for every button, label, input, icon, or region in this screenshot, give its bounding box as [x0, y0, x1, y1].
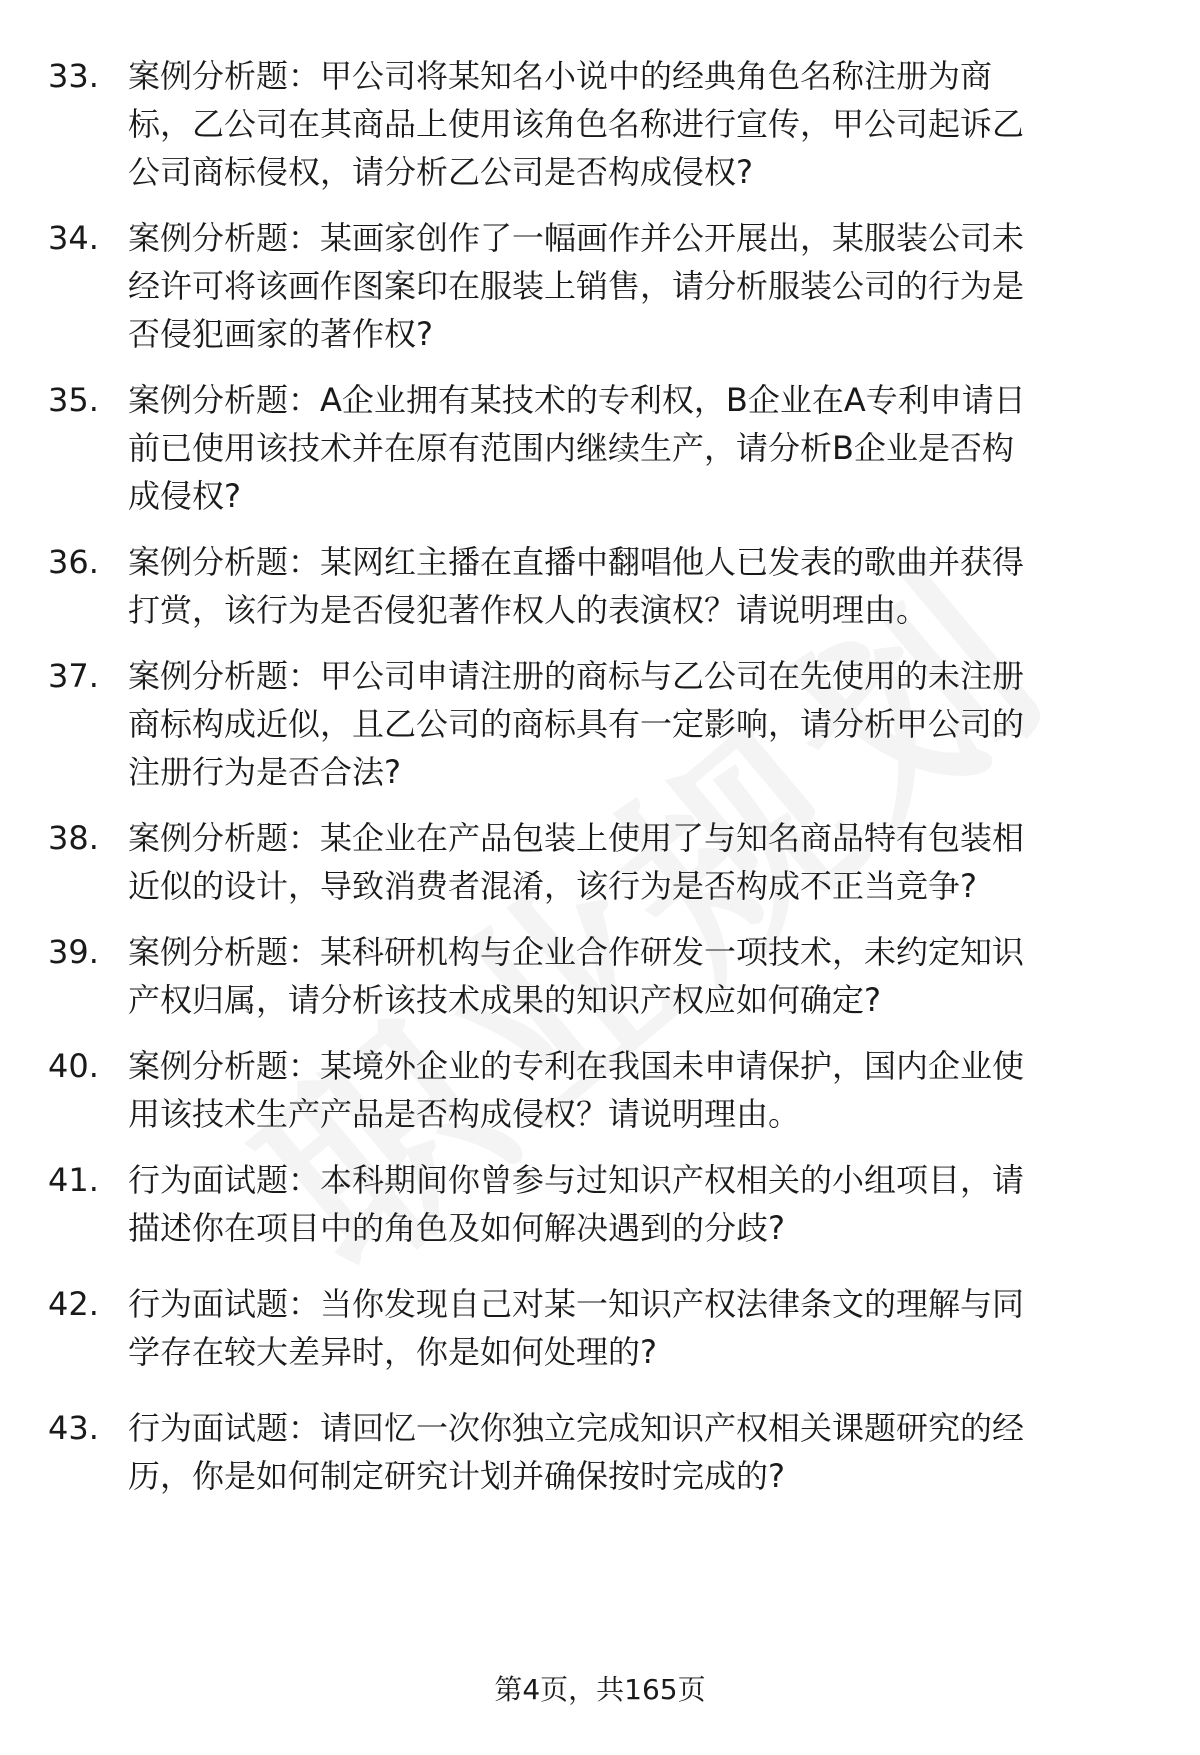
page-number-footer: 第4页，共165页 — [494, 1673, 706, 1706]
question-line: 注册行为是否合法? — [128, 753, 401, 791]
question-line: 描述你在项目中的角色及如何解决遇到的分歧? — [128, 1209, 785, 1247]
question-line: 案例分析题：某企业在产品包装上使用了与知名商品特有包装相 — [128, 819, 1025, 857]
question-line: 案例分析题：A企业拥有某技术的专利权，B企业在A专利申请日 — [128, 381, 1026, 419]
question-line: 行为面试题：当你发现自己对某一知识产权法律条文的理解与同 — [128, 1285, 1025, 1323]
question-number: 39. — [48, 933, 99, 971]
question-line: 商标构成近似，且乙公司的商标具有一定影响，请分析甲公司的 — [128, 705, 1025, 743]
question-number: 37. — [48, 657, 99, 695]
question-text — [128, 1156, 1148, 1252]
question-number: 42. — [48, 1285, 99, 1323]
question-text — [128, 1404, 1148, 1500]
question-text — [128, 538, 1148, 634]
question-text — [128, 1042, 1148, 1138]
question-line: 案例分析题：某网红主播在直播中翻唱他人已发表的歌曲并获得 — [128, 543, 1025, 581]
question-line: 成侵权? — [128, 477, 241, 515]
question-text — [128, 1280, 1148, 1376]
question-line: 行为面试题：本科期间你曾参与过知识产权相关的小组项目，请 — [128, 1161, 1025, 1199]
question-text — [128, 814, 1148, 910]
question-text — [128, 52, 1148, 196]
question-line: 学存在较大差异时，你是如何处理的? — [128, 1333, 657, 1371]
question-line: 用该技术生产产品是否构成侵权？请说明理由。 — [128, 1095, 801, 1133]
question-number: 41. — [48, 1161, 99, 1199]
question-line: 否侵犯画家的著作权? — [128, 315, 433, 353]
question-number: 43. — [48, 1409, 99, 1447]
question-text — [128, 214, 1148, 358]
question-line: 案例分析题：某科研机构与企业合作研发一项技术，未约定知识 — [128, 933, 1025, 971]
question-text — [128, 652, 1148, 796]
question-line: 公司商标侵权，请分析乙公司是否构成侵权? — [128, 153, 753, 191]
question-number: 33. — [48, 57, 99, 95]
question-line: 历，你是如何制定研究计划并确保按时完成的? — [128, 1457, 785, 1495]
question-number: 38. — [48, 819, 99, 857]
question-line: 经许可将该画作图案印在服装上销售，请分析服装公司的行为是 — [128, 267, 1025, 305]
question-line: 前已使用该技术并在原有范围内继续生产，请分析B企业是否构 — [128, 429, 1014, 467]
question-line: 案例分析题：某境外企业的专利在我国未申请保护，国内企业使 — [128, 1047, 1025, 1085]
question-line: 案例分析题：甲公司申请注册的商标与乙公司在先使用的未注册 — [128, 657, 1025, 695]
question-line: 案例分析题：某画家创作了一幅画作并公开展出，某服装公司未 — [128, 219, 1025, 257]
question-number: 36. — [48, 543, 99, 581]
question-line: 案例分析题：甲公司将某知名小说中的经典角色名称注册为商 — [128, 57, 993, 95]
question-line: 标，乙公司在其商品上使用该角色名称进行宣传，甲公司起诉乙 — [128, 105, 1025, 143]
question-number: 40. — [48, 1047, 99, 1085]
question-number: 35. — [48, 381, 99, 419]
question-number: 34. — [48, 219, 99, 257]
question-line: 近似的设计，导致消费者混淆，该行为是否构成不正当竞争? — [128, 867, 977, 905]
question-text — [128, 928, 1148, 1024]
question-line: 行为面试题：请回忆一次你独立完成知识产权相关课题研究的经 — [128, 1409, 1025, 1447]
question-line: 产权归属，请分析该技术成果的知识产权应如何确定? — [128, 981, 881, 1019]
question-text — [128, 376, 1148, 520]
question-line: 打赏，该行为是否侵犯著作权人的表演权？请说明理由。 — [128, 591, 929, 629]
